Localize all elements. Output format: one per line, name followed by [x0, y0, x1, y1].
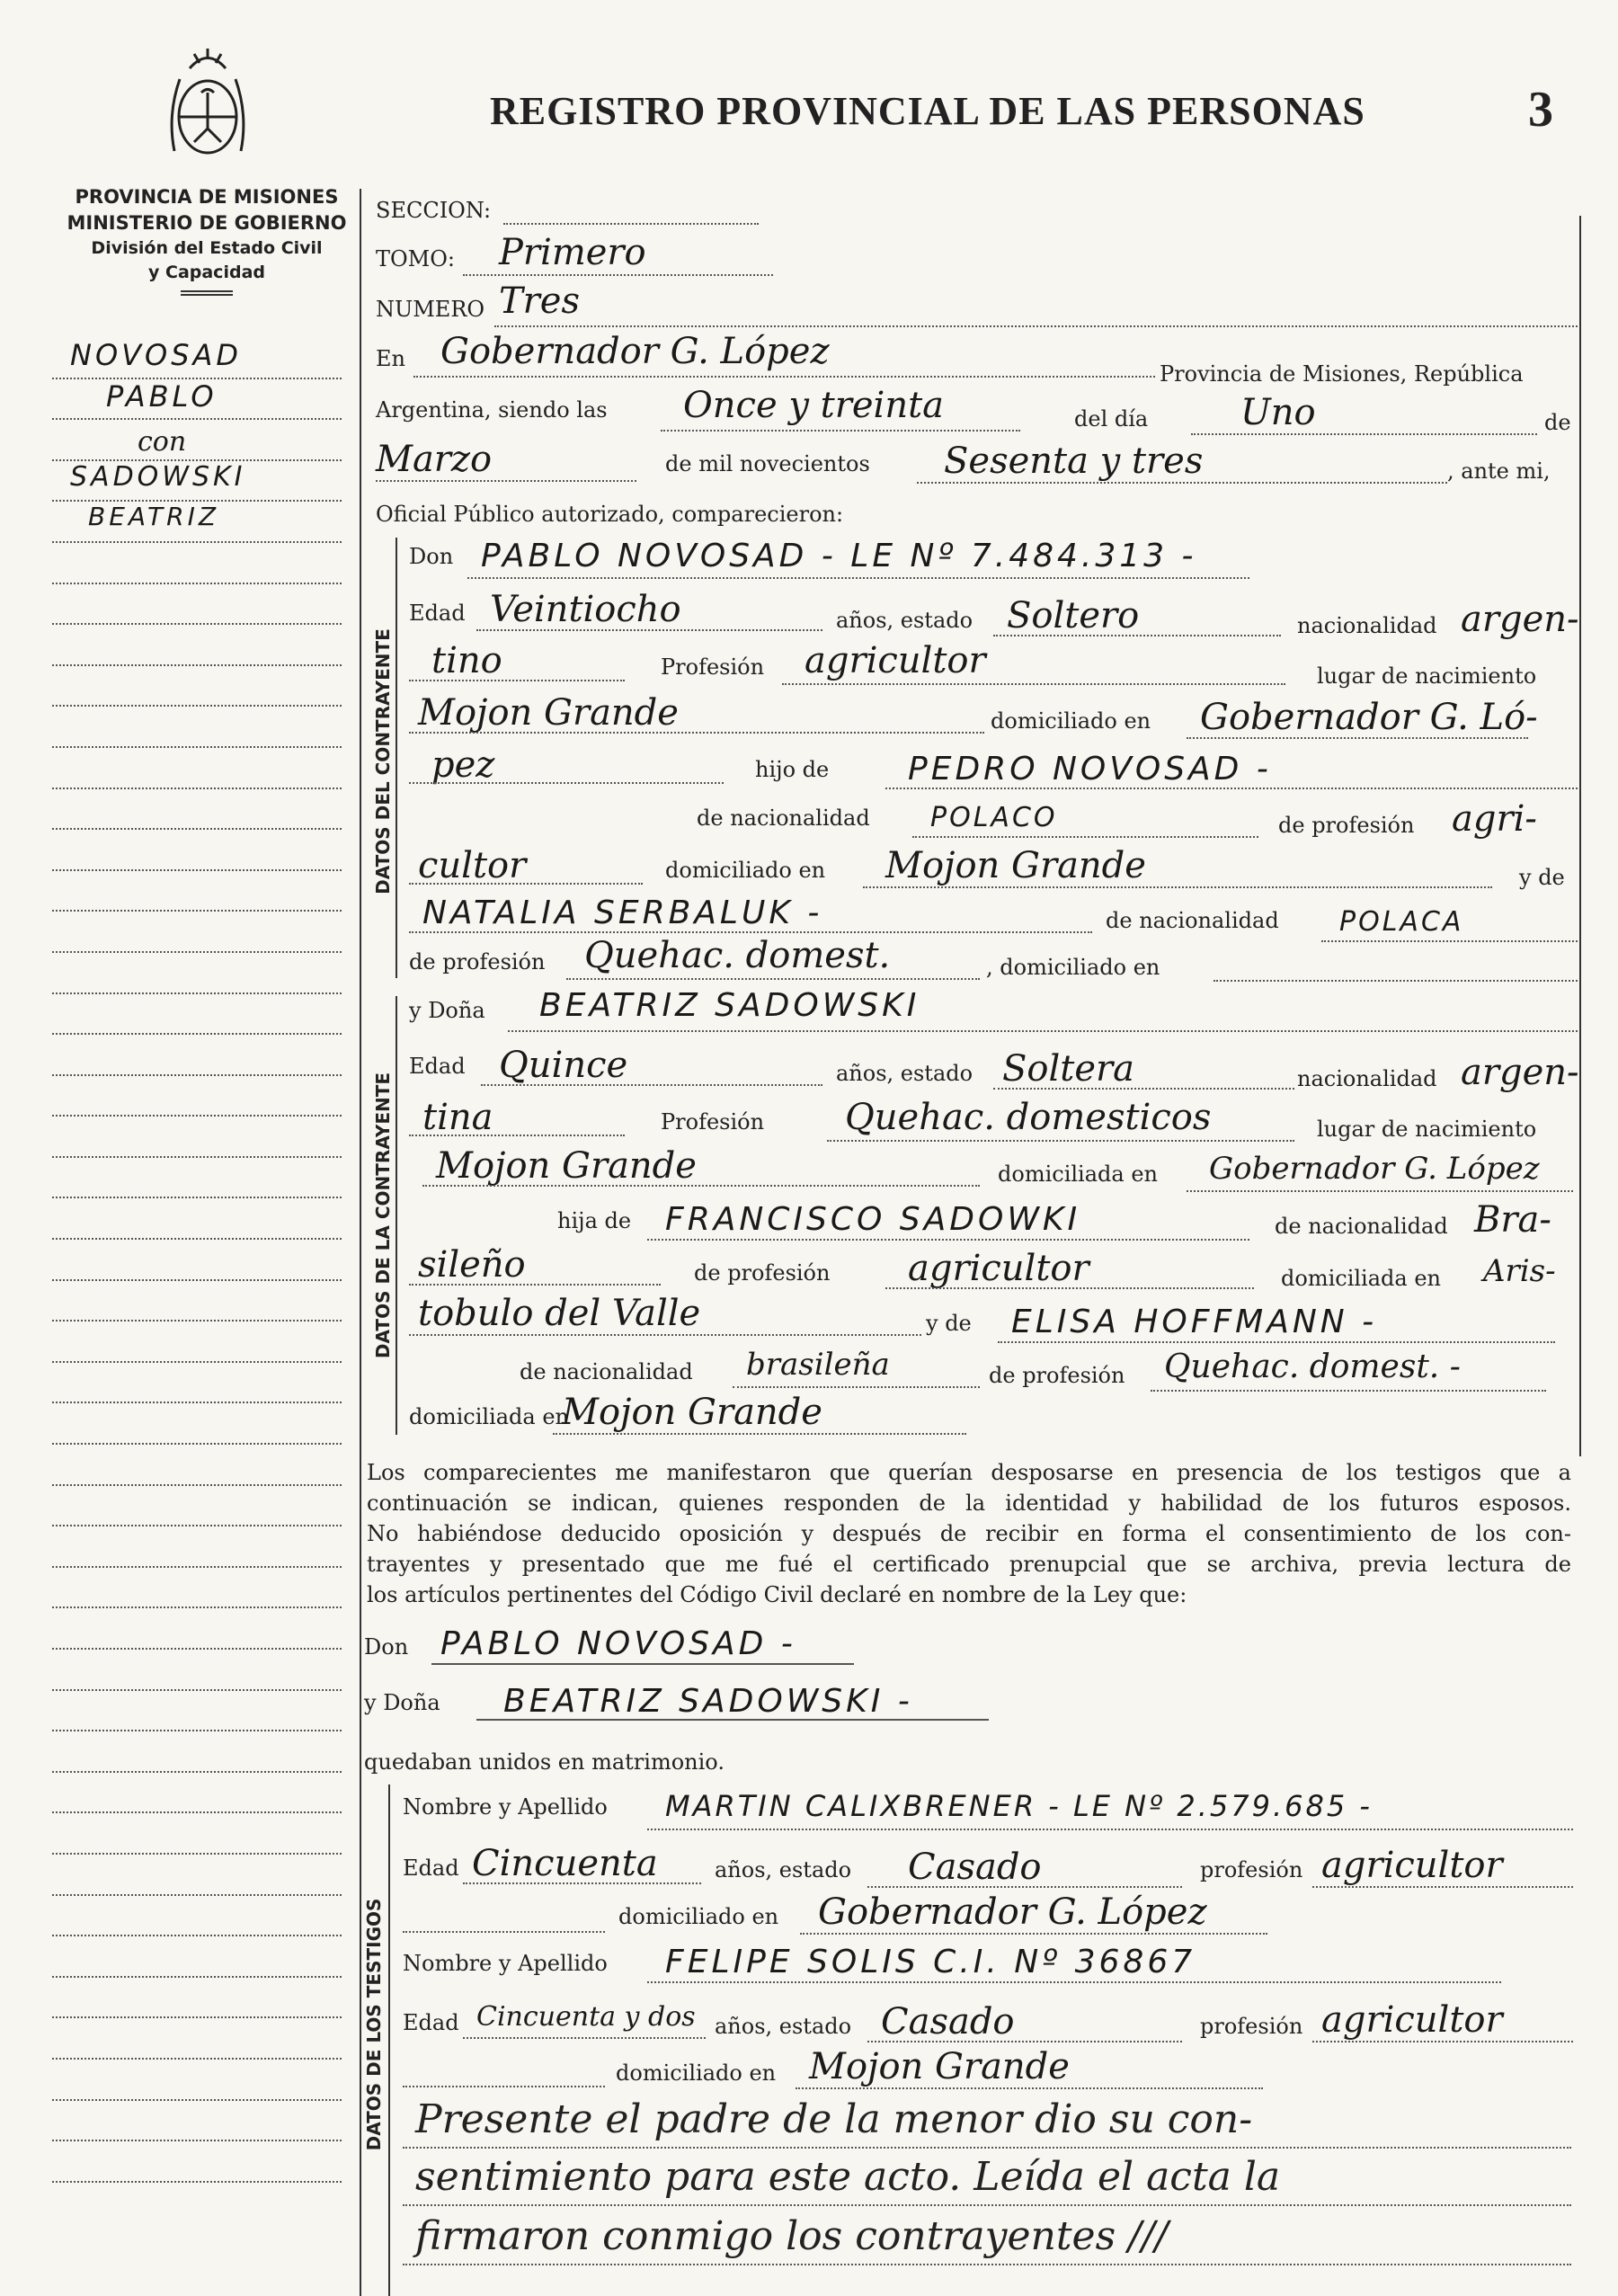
contrayenta-madre-profesion-label: de profesión — [989, 1363, 1125, 1388]
t1-domiciliado-label: domiciliado en — [618, 1904, 779, 1929]
contrayenta-edad-label: Edad — [409, 1054, 466, 1079]
office-province: PROVINCIA DE MISIONES — [75, 186, 339, 208]
contrayenta-madre-nacionalidad: brasileña — [746, 1347, 890, 1383]
t2-profesion: agricultor — [1321, 1999, 1503, 2041]
contrayenta-de-profesion-label: de profesión — [694, 1260, 831, 1286]
margin-surname: NOVOSAD — [70, 338, 243, 372]
contrayente-madre-profesion: Quehac. domest. — [584, 935, 891, 976]
contrayente-padre-nacionalidad: POLACO — [930, 802, 1058, 833]
contrayente-edad-line — [476, 629, 822, 631]
mes-value: Marzo — [376, 439, 493, 480]
contrayenta-padre-domicilio-a: Aris- — [1483, 1253, 1556, 1289]
hija-label: hija de — [557, 1208, 632, 1233]
en-line — [413, 376, 1155, 378]
provincia-text: Provincia de Misiones, República — [1160, 361, 1524, 387]
margin-notes — [52, 338, 342, 2183]
contrayenta-padre-nacionalidad-b: sileño — [418, 1244, 526, 1286]
declaration-line-3: No habiéndose deducido oposición y después de recibir en forma el consentimiento de los con- — [367, 1521, 1571, 1546]
declaration-line-1: Los comparecientes me manifestaron que querían desposarse en presencia de los testigos que a — [367, 1460, 1571, 1485]
hora-value: Once y treinta — [683, 385, 944, 426]
contrayente-domicilio-b-line — [409, 782, 724, 784]
de-label: de — [1544, 410, 1571, 435]
contrayente-y-de-label: y de — [1519, 865, 1565, 890]
t1-edad-label: Edad — [403, 1855, 459, 1881]
t1-profesion-label: profesión — [1200, 1857, 1303, 1882]
office-double-rule — [181, 290, 233, 296]
en-value: Gobernador G. López — [440, 331, 830, 372]
contrayente-estado-line — [993, 635, 1281, 636]
contrayenta-nombre: BEATRIZ SADOWSKI — [539, 987, 920, 1024]
t2-domiciliado-label: domiciliado en — [616, 2060, 777, 2086]
contrayenta-padre-profesion: agricultor — [908, 1248, 1089, 1289]
contrayenta-section-label: DATOS DE LA CONTRAYENTE — [372, 1072, 394, 1359]
testigos-section-label: DATOS DE LOS TESTIGOS — [363, 1898, 385, 2151]
note-line-1: Presente el padre de la menor dio su con- — [415, 2096, 1253, 2142]
t1-edad-line — [463, 1882, 701, 1884]
contrayenta-nacionalidad-label: nacionalidad — [1297, 1066, 1437, 1091]
contrayente-lugar: Mojon Grande — [418, 692, 679, 734]
contrayente-madre-line — [409, 931, 1092, 933]
t2-anios-estado: años, estado — [715, 2014, 852, 2039]
contrayenta-edad: Quince — [499, 1045, 628, 1086]
contrayenta-domiciliada-en-label: domiciliada en — [1281, 1266, 1441, 1291]
t2-profesion-label: profesión — [1200, 2014, 1303, 2039]
contrayenta-profesion-line — [827, 1140, 1294, 1142]
t1-nombre-line — [647, 1829, 1573, 1830]
contrayente-estado: Soltero — [1007, 595, 1140, 636]
contrayenta-y-de-label: y de — [926, 1311, 972, 1336]
testigos-border — [388, 1784, 390, 2296]
contrayente-de-profesion-label: de profesión — [1278, 813, 1415, 838]
hora-line — [661, 430, 1020, 432]
t1-profesion-line — [1312, 1886, 1573, 1888]
contrayenta-madre-line — [998, 1341, 1555, 1343]
contrayenta-madre-domiciliada-label: domiciliada en — [409, 1404, 569, 1429]
decl-don-label: Don — [364, 1634, 409, 1660]
t2-estado-line — [867, 2041, 1182, 2042]
contrayenta-domicilio: Gobernador G. López — [1209, 1151, 1540, 1187]
note-line-2-rule — [403, 2204, 1571, 2206]
note-line-2: sentimiento para este acto. Leída el acta la — [415, 2154, 1281, 2200]
contrayenta-nombre-line — [508, 1030, 1578, 1032]
t2-estado: Casado — [881, 2001, 1015, 2042]
contrayente-madre-nacionalidad-line — [1321, 940, 1578, 942]
contrayenta-nacionalidad-a: argen- — [1461, 1052, 1579, 1093]
ante-mi-text: , ante mi, — [1447, 458, 1551, 484]
don-label: Don — [409, 544, 454, 569]
t1-edad: Cincuenta — [472, 1843, 658, 1884]
contrayente-anios-estado: años, estado — [836, 608, 973, 633]
contrayenta-border — [396, 996, 397, 1435]
t2-edad-label: Edad — [403, 2010, 459, 2035]
contrayente-domicilio-b: pez — [431, 744, 495, 786]
declaration-paragraph — [367, 1457, 1571, 1610]
contrayente-padre-domicilio-line — [863, 886, 1492, 888]
mil-label: de mil novecientos — [665, 451, 870, 476]
margin-surname-2: SADOWSKI — [70, 460, 246, 493]
numero-label: NUMERO — [376, 297, 485, 322]
anio-line — [917, 482, 1447, 484]
contrayente-edad-label: Edad — [409, 601, 466, 626]
contrayente-domicilio-a: Gobernador G. Ló- — [1200, 697, 1538, 738]
contrayenta-padre-nacionalidad-label: de nacionalidad — [1275, 1214, 1448, 1239]
t1-estado-line — [867, 1886, 1182, 1888]
contrayente-madre-domiciliado-label: , domiciliado en — [986, 955, 1160, 980]
margin-name-2: BEATRIZ — [88, 502, 220, 532]
contrayenta-madre-domicilio-line — [553, 1433, 966, 1435]
contrayente-madre-nacionalidad: POLACA — [1339, 906, 1464, 938]
contrayenta-domicilio-line — [1187, 1190, 1573, 1192]
contrayente-nacionalidad-a: argen- — [1461, 599, 1579, 640]
t2-nombre-line — [647, 1981, 1501, 1983]
contrayente-padre-domiciliado-label: domiciliado en — [665, 858, 826, 883]
page-title: REGISTRO PROVINCIAL DE LAS PERSONAS — [490, 89, 1365, 133]
contrayente-padre-profesion-b: cultor — [418, 845, 527, 886]
main-left-border — [360, 189, 361, 2296]
t2-edad-line — [463, 2037, 706, 2039]
contrayente-padre-line — [885, 788, 1578, 789]
decl-dona-line — [476, 1719, 989, 1721]
t2-domicilio-line — [796, 2087, 1263, 2089]
seccion-label: SECCION: — [376, 198, 492, 223]
t1-profesion: agricultor — [1321, 1845, 1503, 1886]
t2-profesion-line — [1312, 2041, 1573, 2042]
contrayenta-madre-profesion: Quehac. domest. - — [1164, 1348, 1461, 1385]
contrayente-madre-profesion-label: de profesión — [409, 949, 546, 974]
note-line-3-rule — [403, 2264, 1571, 2265]
contrayenta-padre: FRANCISCO SADOWKI — [665, 1201, 1081, 1238]
note-line-3: firmaron conmigo los contrayentes /// — [415, 2213, 1169, 2259]
contrayenta-madre: ELISA HOFFMANN - — [1011, 1304, 1378, 1340]
t2-edad: Cincuenta y dos — [476, 2001, 696, 2033]
note-line-1-rule — [403, 2147, 1571, 2149]
issuing-office — [54, 184, 360, 296]
contrayenta-lugar-line — [422, 1185, 980, 1187]
contrayente-padre-domicilio: Mojon Grande — [885, 845, 1146, 886]
page-number: 3 — [1528, 82, 1553, 138]
del-dia-label: del día — [1074, 406, 1149, 432]
contrayente-border — [396, 538, 397, 978]
decl-don-nombre: PABLO NOVOSAD - — [440, 1625, 796, 1662]
main-right-border — [1579, 216, 1581, 1456]
contrayente-padre: PEDRO NOVOSAD - — [908, 751, 1272, 788]
contrayenta-domiciliada-label: domiciliada en — [998, 1161, 1158, 1187]
office-capacity: y Capacidad — [148, 263, 265, 282]
contrayente-padre-profesion-line — [409, 883, 643, 885]
contrayenta-anios-estado: años, estado — [836, 1061, 973, 1086]
t1-nombre-label: Nombre y Apellido — [403, 1794, 608, 1820]
office-division: División del Estado Civil — [91, 238, 323, 258]
dia-value: Uno — [1240, 392, 1316, 433]
contrayente-padre-profesion-a: agri- — [1452, 798, 1537, 840]
contrayente-profesion: agricultor — [805, 640, 986, 681]
contrayenta-padre-line — [647, 1239, 1249, 1241]
contrayente-madre-nacionalidad-label: de nacionalidad — [1106, 908, 1279, 933]
t1-anios-estado: años, estado — [715, 1857, 852, 1882]
t2-domicilio: Mojon Grande — [809, 2046, 1070, 2087]
t1-domicilio: Gobernador G. López — [818, 1891, 1207, 1933]
contrayente-nacionalidad-b: tino — [431, 640, 502, 681]
office-ministry: MINISTERIO DE GOBIERNO — [67, 212, 347, 234]
numero-line — [494, 325, 1578, 327]
contrayente-nombre: PABLO NOVOSAD - LE Nº 7.484.313 - — [481, 538, 1197, 574]
t2-nombre: FELIPE SOLIS C.I. Nº 36867 — [665, 1944, 1196, 1980]
en-label: En — [376, 346, 405, 371]
declaration-line-5: los artículos pertinentes del Código Civil declaré en nombre de la Ley que: — [367, 1582, 1187, 1607]
contrayenta-nacionalidad-b: tina — [422, 1097, 493, 1138]
tomo-label: TOMO: — [376, 246, 456, 271]
contrayente-lugar-label: lugar de nacimiento — [1317, 663, 1537, 689]
dia-line — [1191, 433, 1537, 435]
contrayenta-profesion: Quehac. domesticos — [845, 1097, 1212, 1138]
anio-value: Sesenta y tres — [944, 441, 1204, 482]
decl-dona-nombre: BEATRIZ SADOWSKI - — [503, 1683, 913, 1720]
contrayente-section-label: DATOS DEL CONTRAYENTE — [372, 628, 394, 894]
contrayente-profesion-label: Profesión — [661, 654, 765, 680]
argentina-text: Argentina, siendo las — [376, 397, 608, 423]
contrayente-madre-domicilio-line — [1214, 980, 1578, 982]
contrayente-nombre-line — [467, 577, 1249, 579]
t1-estado: Casado — [908, 1847, 1042, 1888]
contrayenta-edad-line — [481, 1084, 822, 1086]
contrayente-edad: Veintiocho — [490, 589, 681, 630]
contrayenta-padre-domicilio-line — [409, 1334, 921, 1336]
contrayenta-madre-nacionalidad-label: de nacionalidad — [520, 1359, 693, 1384]
contrayenta-profesion-label: Profesión — [661, 1109, 765, 1135]
argentine-coat-of-arms-icon — [158, 43, 257, 169]
margin-con: con — [138, 425, 187, 458]
contrayente-nacionalidad-label: nacionalidad — [1297, 613, 1437, 638]
t1-domicilio-line — [800, 1933, 1267, 1935]
t2-pre-domicilio-line — [403, 2086, 605, 2087]
contrayente-madre-profesion-line — [566, 978, 980, 980]
contrayenta-padre-profesion-line — [885, 1287, 1254, 1289]
t2-nombre-label: Nombre y Apellido — [403, 1951, 608, 1976]
decl-dona-label: y Doña — [364, 1690, 440, 1715]
contrayenta-estado-line — [993, 1088, 1294, 1090]
tomo-value: Primero — [499, 232, 646, 273]
margin-name: PABLO — [106, 378, 218, 414]
contrayente-lugar-line — [409, 732, 984, 734]
contrayente-nacionalidad-line — [409, 680, 625, 681]
oficial-text: Oficial Público autorizado, comparecieron: — [376, 502, 844, 527]
contrayenta-madre-domicilio: Mojon Grande — [562, 1392, 822, 1433]
mes-line — [376, 480, 636, 482]
tomo-line — [463, 274, 773, 276]
decl-don-line — [431, 1663, 854, 1665]
t1-pre-domicilio-line — [403, 1931, 605, 1933]
contrayenta-madre-profesion-line — [1151, 1390, 1546, 1392]
contrayenta-estado: Soltera — [1002, 1048, 1134, 1090]
contrayenta-padre-nacionalidad-a: Bra- — [1474, 1199, 1551, 1241]
contrayente-madre: NATALIA SERBALUK - — [422, 894, 823, 931]
seccion-line — [503, 223, 759, 225]
contrayenta-madre-nacionalidad-line — [733, 1386, 980, 1388]
contrayente-domiciliado-label: domiciliado en — [991, 708, 1151, 734]
contrayenta-padre-domicilio-b: tobulo del Valle — [418, 1293, 701, 1334]
numero-value: Tres — [499, 280, 580, 322]
hijo-label: hijo de — [755, 757, 830, 782]
declaration-line-2: continuación se indican, quienes responden de la identidad y habilidad de los futuros esposos. — [367, 1491, 1571, 1516]
contrayenta-lugar-label: lugar de nacimiento — [1317, 1117, 1537, 1142]
contrayenta-lugar: Mojon Grande — [436, 1145, 697, 1187]
contrayente-profesion-line — [782, 683, 1285, 685]
contrayente-padre-nacionalidad-line — [912, 836, 1258, 838]
contrayente-padre-nacionalidad-label: de nacionalidad — [697, 805, 870, 831]
declaration-line-4: trayentes y presentado que me fué el certificado prenupcial que se archiva, previa lectura de — [367, 1552, 1571, 1577]
quedaban-text: quedaban unidos en matrimonio. — [364, 1749, 725, 1775]
dona-label: y Doña — [409, 998, 485, 1023]
t1-nombre: MARTIN CALIXBRENER - LE Nº 2.579.685 - — [665, 1789, 1373, 1823]
contrayenta-nacionalidad-line — [409, 1135, 625, 1136]
contrayente-domicilio-line — [1187, 737, 1528, 739]
contrayenta-padre-nacionalidad-line — [409, 1284, 661, 1286]
